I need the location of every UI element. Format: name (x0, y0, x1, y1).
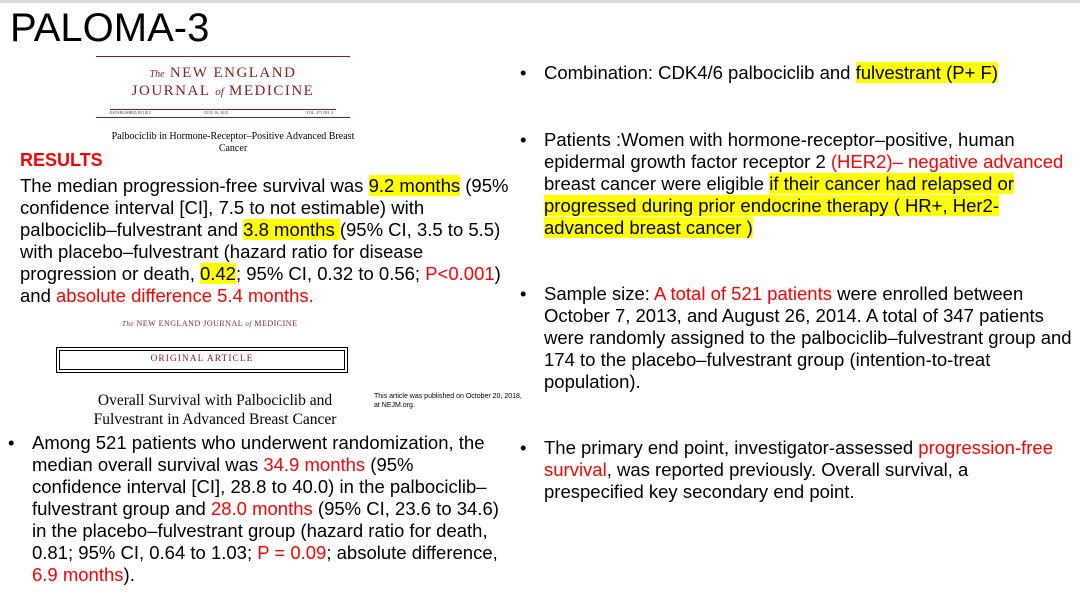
highlight-pfs-palbo: 9.2 months (368, 175, 461, 196)
top-border (0, 0, 1080, 3)
publication-note: This article was published on October 20, 2018, at NEJM.org. (374, 393, 522, 409)
masthead-date: JULY 16, 2015 (204, 110, 229, 115)
bullet-dot: • (8, 432, 15, 453)
masthead-volume: VOL. 373 NO. 3 (306, 110, 333, 115)
bullet-dot: • (520, 283, 527, 304)
nejm-masthead (96, 56, 350, 118)
masthead-established: ESTABLISHED IN 1812 (110, 110, 151, 115)
original-article-box: ORIGINAL ARTICLE (56, 347, 348, 373)
bullet-dot: • (520, 129, 527, 150)
absolute-difference: absolute difference 5.4 months. (56, 285, 314, 306)
nejm-small-logo: The NEW ENGLAND JOURNAL of MEDICINE (122, 319, 298, 328)
results-heading: RESULTS (20, 150, 103, 170)
slide-title: PALOMA-3 (10, 6, 210, 50)
bullet-dot: • (520, 437, 527, 458)
results-paragraph: The median progression-free survival was 9.2 months (95% confidence interval [CI], 7.5 to not estimable) with palbociclib–fulvestrant and 3.8 months (95% CI, 3.5 to 5.5) with placebo–fulvestrant (hazard ratio for disease progression or death, 0.42; 95% CI, 0.32 to 0.56; P<0.001) and absolute difference 5.4 months. (20, 175, 509, 306)
masthead-line-1: The NEW ENGLAND (149, 65, 297, 81)
os-bullet-text: Among 521 patients who underwent randomization, the median overall survival was 34.9 months (95% confidence interval [CI], 28.8 to 40.0) in the palbociclib– fulvestrant group and 28.0 months (95% CI, 23.6 to 34.6) in the placebo–fulvestrant group (hazard ratio for death, 0.81; 95% CI, 0.64 to 1.03; P = 0.09; absolute difference, 6.9 months). (32, 432, 499, 585)
os-bullet (8, 432, 508, 608)
article-1-title: Palbociclib in Hormone-Receptor–Positive Advanced Breast Cancer (111, 131, 355, 154)
article-2-title: Overall Survival with Palbociclib and Fulvestrant in Advanced Breast Cancer (93, 392, 337, 428)
masthead-line-2: JOURNAL of MEDICINE (131, 83, 315, 99)
bullet-dot: • (520, 62, 527, 83)
highlight-pfs-placebo: 3.8 months (243, 219, 340, 240)
p-value: P<0.001 (425, 263, 495, 284)
highlight-hazard-ratio: 0.42 (199, 263, 236, 284)
